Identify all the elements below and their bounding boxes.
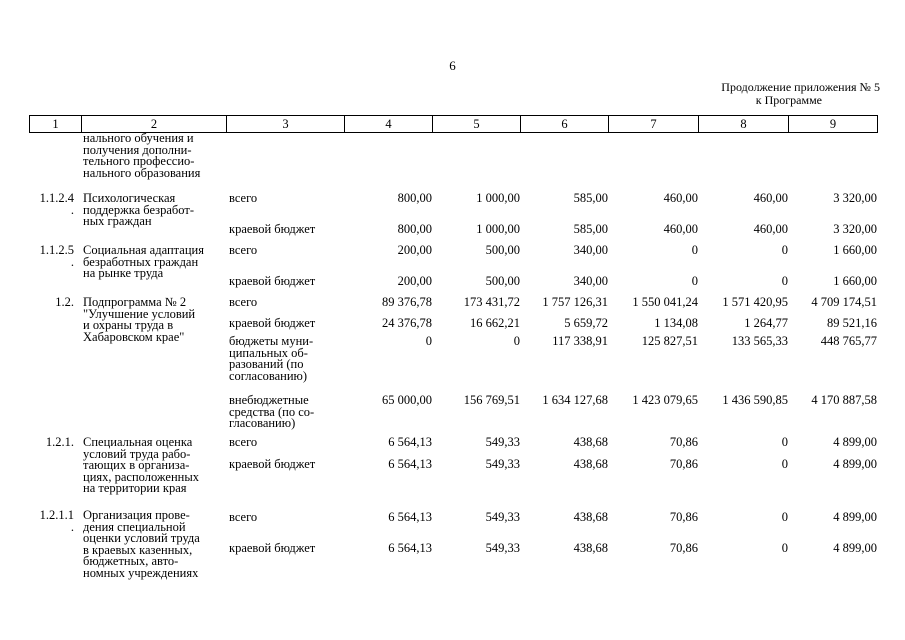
value-cell: 0: [781, 435, 788, 449]
continuation-note: [600, 81, 880, 107]
value-cell: 448 765,77: [820, 334, 877, 348]
value-cell: 460,00: [753, 222, 788, 236]
funding-source: краевой бюджет: [229, 316, 316, 330]
funding-source: краевой бюджет: [229, 274, 316, 288]
value-cell: 4 899,00: [833, 457, 877, 471]
funding-source: краевой бюджет: [229, 457, 316, 471]
value-cell: 1 000,00: [476, 191, 520, 205]
header-col-6: 6: [521, 116, 609, 133]
row-name: Подпрограмма № 2 "Улучшение условий и охраны труда в Хабаровском крае": [83, 295, 196, 344]
value-cell: 438,68: [573, 435, 608, 449]
value-cell: 200,00: [397, 274, 432, 288]
header-col-5: 5: [433, 116, 521, 133]
row-name: Психологическая поддержка безработ- ных граждан: [83, 191, 194, 228]
funding-source: краевой бюджет: [229, 541, 316, 555]
value-cell: 460,00: [663, 222, 698, 236]
header-col-2: 2: [82, 116, 227, 133]
value-cell: 460,00: [663, 191, 698, 205]
value-cell: 6 564,13: [388, 435, 432, 449]
value-cell: 1 134,08: [654, 316, 698, 330]
value-cell: 438,68: [573, 457, 608, 471]
continued-row-name: нального обучения и получения дополни- тельного профессио- нального образования: [83, 131, 201, 180]
value-cell: 1 550 041,24: [632, 295, 698, 309]
funding-source: всего: [229, 295, 258, 309]
row-code: 1.2.: [55, 295, 74, 309]
value-cell: 340,00: [573, 274, 608, 288]
value-cell: 585,00: [573, 191, 608, 205]
header-row: [30, 116, 878, 133]
value-cell: 1 757 126,31: [542, 295, 608, 309]
value-cell: 3 320,00: [833, 222, 877, 236]
value-cell: 0: [691, 243, 698, 257]
page-number: 6: [449, 58, 456, 73]
row-name: Социальная адаптация безработных граждан на рынке труда: [83, 243, 204, 280]
value-cell: 156 769,51: [463, 393, 520, 407]
value-cell: 500,00: [485, 243, 520, 257]
row-code: 1.1.2.4 .: [39, 191, 74, 217]
value-cell: 173 431,72: [463, 295, 520, 309]
header-col-3: 3: [227, 116, 345, 133]
value-cell: 500,00: [485, 274, 520, 288]
header-col-1: 1: [30, 116, 82, 133]
value-cell: 6 564,13: [388, 510, 432, 524]
value-cell: 4 899,00: [833, 541, 877, 555]
value-cell: 800,00: [397, 222, 432, 236]
value-cell: 549,33: [485, 510, 520, 524]
value-cell: 4 170 887,58: [811, 393, 877, 407]
funding-source: всего: [229, 510, 258, 524]
value-cell: 549,33: [485, 541, 520, 555]
funding-source: всего: [229, 243, 258, 257]
value-cell: 549,33: [485, 435, 520, 449]
value-cell: 1 634 127,68: [542, 393, 608, 407]
value-cell: 89 521,16: [827, 316, 877, 330]
value-cell: 70,86: [669, 510, 698, 524]
funding-source: внебюджетные средства (по со- гласованию): [229, 393, 315, 430]
value-cell: 6 564,13: [388, 541, 432, 555]
row-name: Специальная оценка условий труда рабо- тающих в организа- циях, расположенных на территории края: [83, 435, 199, 495]
value-cell: 1 000,00: [476, 222, 520, 236]
row-code: 1.2.1.1 .: [39, 508, 74, 534]
value-cell: 3 320,00: [833, 191, 877, 205]
value-cell: 117 338,91: [552, 334, 608, 348]
header-col-8: 8: [699, 116, 789, 133]
funding-source: всего: [229, 191, 258, 205]
row-name: Организация прове- дения специальной оценки условий труда в краевых казенных, бюджетных, авто- номных учреждениях: [83, 508, 200, 580]
value-cell: 65 000,00: [382, 393, 432, 407]
header-col-4: 4: [345, 116, 433, 133]
funding-source: краевой бюджет: [229, 222, 316, 236]
value-cell: 1 436 590,85: [722, 393, 788, 407]
value-cell: 0: [513, 334, 520, 348]
value-cell: 340,00: [573, 243, 608, 257]
value-cell: 549,33: [485, 457, 520, 471]
row-code: 1.1.2.5 .: [39, 243, 74, 269]
value-cell: 460,00: [753, 191, 788, 205]
value-cell: 4 899,00: [833, 435, 877, 449]
value-cell: 0: [781, 541, 788, 555]
continuation-line-2: к Программе: [755, 93, 822, 107]
value-cell: 1 660,00: [833, 243, 877, 257]
continuation-line-1: Продолжение приложения № 5: [721, 80, 880, 94]
value-cell: 1 423 079,65: [632, 393, 698, 407]
value-cell: 1 264,77: [744, 316, 788, 330]
value-cell: 70,86: [669, 457, 698, 471]
value-cell: 1 571 420,95: [722, 295, 788, 309]
value-cell: 0: [425, 334, 432, 348]
value-cell: 5 659,72: [564, 316, 608, 330]
value-cell: 1 660,00: [833, 274, 877, 288]
header-col-9: 9: [789, 116, 878, 133]
header-col-7: 7: [609, 116, 699, 133]
value-cell: 133 565,33: [731, 334, 788, 348]
value-cell: 0: [781, 274, 788, 288]
value-cell: 585,00: [573, 222, 608, 236]
value-cell: 89 376,78: [382, 295, 432, 309]
value-cell: 0: [781, 510, 788, 524]
row-code: 1.2.1.: [45, 435, 74, 449]
value-cell: 438,68: [573, 541, 608, 555]
funding-source: бюджеты муни- ципальных об- разований (по согласованию): [229, 334, 314, 383]
value-cell: 125 827,51: [641, 334, 698, 348]
value-cell: 24 376,78: [382, 316, 432, 330]
value-cell: 4 709 174,51: [811, 295, 877, 309]
value-cell: 0: [691, 274, 698, 288]
value-cell: 16 662,21: [470, 316, 520, 330]
funding-source: всего: [229, 435, 258, 449]
value-cell: 0: [781, 457, 788, 471]
value-cell: 4 899,00: [833, 510, 877, 524]
value-cell: 70,86: [669, 541, 698, 555]
value-cell: 6 564,13: [388, 457, 432, 471]
value-cell: 70,86: [669, 435, 698, 449]
value-cell: 800,00: [397, 191, 432, 205]
value-cell: 438,68: [573, 510, 608, 524]
value-cell: 200,00: [397, 243, 432, 257]
value-cell: 0: [781, 243, 788, 257]
